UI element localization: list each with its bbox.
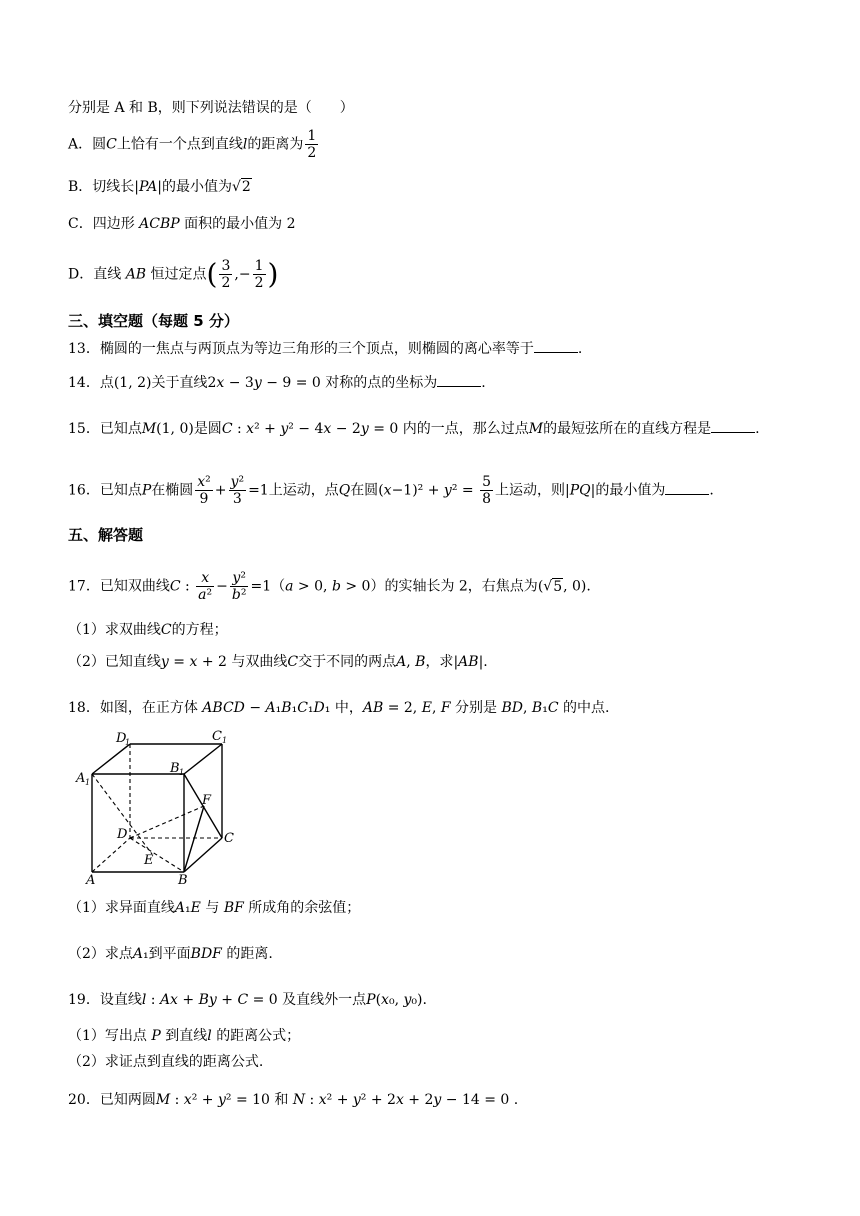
fraction-half: $\frac{1}{2}$	[307, 128, 317, 161]
q14-text-b: 关于直线	[151, 375, 208, 391]
q18-2-text-a: （2）求点	[68, 946, 133, 962]
edge-df-hidden	[130, 806, 204, 838]
label-c: C	[224, 831, 234, 846]
q19-1-text-c: 的距离公式；	[216, 1028, 301, 1044]
q17-2-text-d: ，求	[425, 654, 454, 670]
q18-2-text-c: 的距离.	[226, 946, 273, 962]
edge-db-hidden	[130, 838, 184, 872]
q18-2-text-b: 到平面	[148, 946, 191, 962]
q16-text-c: 上运动，点	[268, 482, 339, 499]
q18-text-d: 的中点.	[562, 700, 610, 716]
section-title-answer: 五、解答题	[68, 526, 144, 544]
option-b-tail: 的最小值为	[161, 179, 232, 195]
q18-1-text-a: （1）求异面直线	[68, 900, 175, 916]
label-c1-sub: 1	[222, 736, 228, 745]
q20-text-b: 和	[274, 1092, 289, 1108]
question-13: 13．椭圆的一焦点与两顶点为等边三角形的三个顶点，则椭圆的离心率等于 .	[68, 338, 582, 359]
option-d-tail: 恒过定点	[150, 266, 207, 283]
option-d: D．直线 AB 恒过定点( $\frac{3}{2}$ ,− $\frac{1}{2}$ )	[68, 257, 279, 291]
question-17-part-2: （2）已知直线y = x + 2 与双曲线C交于不同的两点A, B，求|AB|.	[68, 654, 488, 670]
label-d1: D	[116, 731, 127, 746]
q17-2-text-b: 与双曲线	[231, 654, 288, 670]
label-e: E	[144, 853, 154, 868]
q15-text-a: 15．已知点	[68, 421, 142, 437]
q19-text-b: 及直线外一点	[282, 992, 367, 1008]
option-a-label: A．圆	[68, 136, 107, 153]
option-b: B．切线长|PA|的最小值为√2	[68, 179, 251, 195]
q14-text-c: 对称的点的坐标为	[325, 375, 438, 391]
label-b1-sub: 1	[179, 768, 185, 777]
cube-figure	[72, 726, 242, 886]
label-b: B	[178, 873, 188, 886]
question-16: 16．已知点P在椭圆 $\frac{\text{x²}}{9}$ + $\frac{\text{y²}}{3}$ =1上运动，点Q在圆(x−1)² + y² = $\frac{5}{8}$ 上运动，则|PQ|的最小值为 .	[68, 474, 714, 507]
label-d1-sub: 1	[125, 738, 131, 747]
option-a: A．圆C上恰有一个点到直线l的距离为 $\frac{1}{2}$	[68, 128, 317, 161]
label-a1: A	[76, 771, 86, 786]
edge-a1d1	[92, 744, 130, 774]
question-18-part-1: （1）求异面直线A₁E 与 BF 所成角的余弦值；	[68, 900, 361, 916]
option-c	[68, 214, 296, 234]
label-a1-sub: 1	[85, 778, 91, 787]
label-a: A	[86, 873, 96, 886]
edge-bf	[184, 806, 204, 872]
question-18: 18．如图，在正方体 ABCD − A₁B₁C₁D₁ 中，AB = 2, E, F 分别是 BD, B₁C 的中点.	[68, 700, 610, 716]
q18-text-b: 中，	[334, 700, 363, 716]
question-17: 17．已知双曲线C : $\frac{x}{\text{a²}}$ − $\frac{\text{y²}}{\text{b²}}$ =1（a > 0, b > 0）的实轴长为 2，右焦点为(√5, 0).	[68, 570, 591, 603]
q17-text-c: ）的实轴长为 2，右焦点为	[370, 578, 538, 595]
q19-text-a: 19．设直线	[68, 992, 142, 1008]
q14-text-a: 14．点	[68, 375, 114, 391]
label-c1: C	[212, 729, 222, 744]
q15-text-d: 的最短弦所在的直线方程是	[543, 421, 712, 437]
option-d-var: AB	[125, 266, 147, 283]
q17-2-text-c: 交于不同的两点	[298, 654, 397, 670]
question-15: 15．已知点M(1, 0)是圆C : x² + y² − 4x − 2y = 0 内的一点，那么过点M的最短弦所在的直线方程是 .	[68, 418, 760, 439]
q18-text-a: 18．如图，在正方体	[68, 700, 198, 716]
q13-text: 13．椭圆的一焦点与两顶点为等边三角形的三个顶点，则椭圆的离心率等于	[68, 341, 534, 357]
option-a-tail: 的距离为	[247, 136, 304, 153]
q17-1-text: （1）求双曲线	[68, 622, 161, 638]
q19-1-text-a: （1）写出点	[68, 1028, 147, 1044]
q17-2-text-a: （2）已知直线	[68, 654, 161, 670]
q16-text-b: 在椭圆	[151, 482, 194, 499]
q16-text-e: 上运动，则	[495, 482, 565, 499]
q15-text-c: 内的一点，那么过点	[402, 421, 529, 437]
q19-1-text-b: 到直线	[165, 1028, 208, 1044]
q16-text-d: 在圆	[350, 482, 379, 499]
option-c-var: ACBP	[139, 216, 180, 232]
question-14: 14．点(1, 2)关于直线2x − 3y − 9 = 0 对称的点的坐标为 .	[68, 372, 486, 393]
q16-text-f: 的最小值为	[595, 482, 666, 499]
question-17-part-1: （1）求双曲线C的方程；	[68, 622, 228, 638]
option-b-label: B．切线长	[68, 179, 135, 195]
label-b1: B	[170, 761, 180, 776]
q17-text-a: 17．已知双曲线	[68, 578, 170, 595]
question-19-part-1: （1）写出点 P 到直线l 的距离公式；	[68, 1028, 301, 1044]
intro-line: 分别是 A 和 B，则下列说法错误的是（ ）	[68, 100, 354, 116]
edge-b1c1	[184, 744, 222, 774]
q16-text-a: 16．已知点	[68, 482, 142, 499]
q18-1-text-c: 所成角的余弦值；	[248, 900, 361, 916]
q17-text-b: （	[271, 578, 286, 595]
question-20: 20．已知两圆M : x² + y² = 10 和 N : x² + y² + 2x + 2y − 14 = 0 .	[68, 1092, 519, 1108]
q18-text-c: 分别是	[455, 700, 498, 716]
question-19-part-2: （2）求证点到直线的距离公式.	[68, 1054, 264, 1070]
q20-text-a: 20．已知两圆	[68, 1092, 156, 1108]
q18-1-text-b: 与	[205, 900, 220, 916]
question-18-part-2: （2）求点A₁到平面BDF 的距离.	[68, 946, 273, 962]
q15-text-b: 是圆	[193, 421, 222, 437]
option-c-label: C．四边形	[68, 216, 135, 232]
option-a-mid: 上恰有一个点到直线	[116, 136, 243, 153]
answer-blank	[665, 480, 709, 495]
answer-blank	[437, 372, 481, 387]
label-d: D	[117, 827, 128, 842]
answer-blank	[711, 418, 755, 433]
section-title-fill-in: 三、填空题（每题 5 分）	[68, 312, 239, 330]
question-19: 19．设直线l : Ax + By + C = 0 及直线外一点P(x₀, y₀).	[68, 992, 427, 1008]
option-c-tail: 面积的最小值为 2	[184, 216, 296, 232]
label-f: F	[202, 793, 212, 808]
edge-ad-hidden	[92, 838, 130, 872]
option-d-label: D．直线	[68, 266, 122, 283]
answer-blank	[534, 338, 578, 353]
q17-1-tail: 的方程；	[171, 622, 228, 638]
edge-a1e-hidden	[92, 774, 152, 854]
